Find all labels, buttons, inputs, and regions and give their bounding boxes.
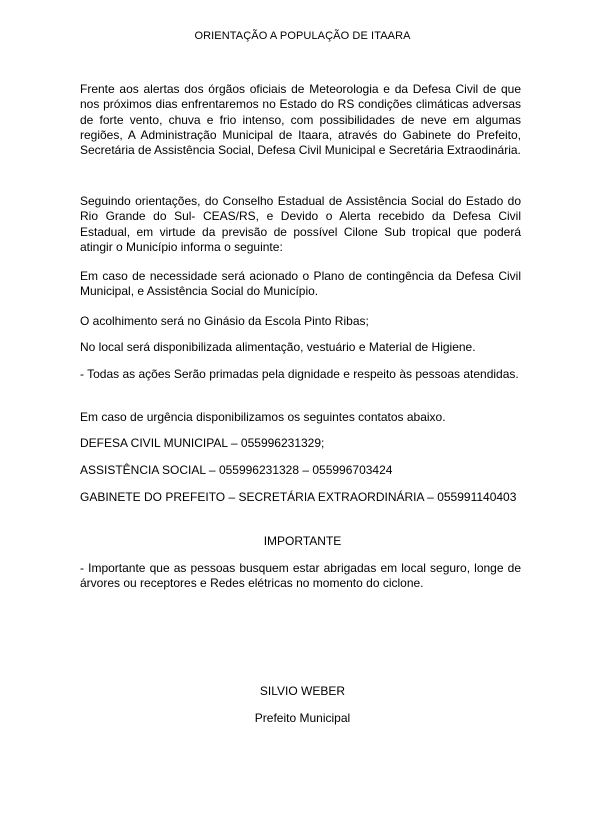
paragraph-alert-intro: Frente aos alertas dos órgãos oficiais de Meteorologia e da Defesa Civil de que nos próximos dias enfrentaremos no Estado do RS condições climáticas adversas de forte vento, chuva e frio intenso, com possibilidades de neve em algumas regiões, A Administração Municipal de Itaara, através do Gabinete do Prefeito, Secretária de Assistência Social, Defesa Civil Municipal e Secretária Extraodinária. xyxy=(80,82,521,158)
paragraph-guidance: Seguindo orientações, do Conselho Estadual de Assistência Social do Estado do Rio Grande do Sul- CEAS/RS, e Devido o Alerta recebido da Defesa Civil Estadual, em virtude da previsão de possível Cilone Sub tropical que poderá atingir o Município informa o seguinte: xyxy=(80,194,521,254)
paragraph-supplies: No local será disponibilizada alimentação, vestuário e Material de Higiene. xyxy=(80,340,476,354)
signature-name: SILVIO WEBER xyxy=(259,684,346,698)
contact-assistencia-social: ASSISTÊNCIA SOCIAL – 055996231328 – 055996703424 xyxy=(80,463,393,477)
paragraph-shelter-location: O acolhimento será no Ginásio da Escola Pinto Ribas; xyxy=(80,314,369,328)
paragraph-dignity: - Todas as ações Serão primadas pela dignidade e respeito às pessoas atendidas. xyxy=(80,367,519,381)
contact-defesa-civil: DEFESA CIVIL MUNICIPAL – 055996231329; xyxy=(80,436,325,450)
paragraph-contingency-plan: Em caso de necessidade será acionado o Plano de contingência da Defesa Civil Municipal, e Assistência Social do Município. xyxy=(80,269,521,299)
important-heading: IMPORTANTE xyxy=(263,534,342,548)
document-title: ORIENTAÇÃO A POPULAÇÃO DE ITAARA xyxy=(194,30,411,42)
paragraph-contacts-intro: Em caso de urgência disponibilizamos os seguintes contatos abaixo. xyxy=(80,410,446,424)
important-text: - Importante que as pessoas busquem estar abrigadas em local seguro, longe de árvores ou receptores e Redes elétricas no momento do ciclone. xyxy=(80,561,521,591)
signature-role: Prefeito Municipal xyxy=(254,711,351,725)
contact-gabinete-prefeito: GABINETE DO PREFEITO – SECRETÁRIA EXTRAORDINÁRIA – 055991140403 xyxy=(80,490,517,504)
